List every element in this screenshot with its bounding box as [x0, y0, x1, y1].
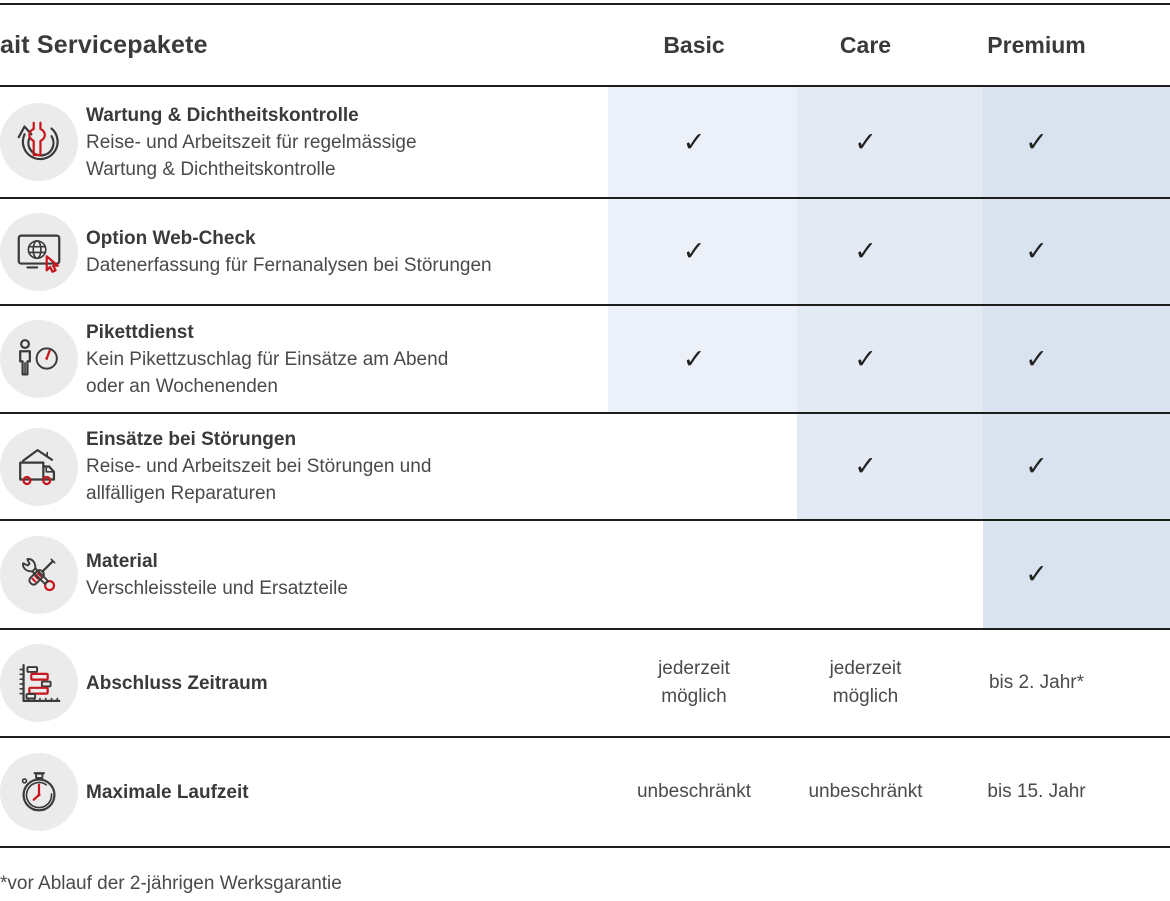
cell-premium: bis 2. Jahr*: [988, 672, 1085, 693]
cell-care: jederzeit möglich: [829, 658, 902, 707]
row-title: Material: [86, 550, 158, 572]
cell-care: ✓: [854, 126, 877, 157]
cell-care: unbeschränkt: [808, 781, 923, 802]
gantt-chart-icon: [0, 644, 78, 722]
row-title: Pikettdienst: [86, 321, 194, 343]
tools-icon: [0, 536, 78, 614]
cell-care: [780, 521, 951, 628]
row-title: Einsätze bei Störungen: [86, 429, 297, 450]
maintenance-rotation-icon: [0, 103, 78, 181]
row-description: Verschleissteile und Ersatzteile: [86, 577, 348, 599]
cell-basic: ✓: [682, 236, 706, 266]
table-row: [0, 630, 1170, 738]
row-title: Option Web-Check: [86, 227, 256, 249]
cell-basic: [608, 414, 780, 519]
cell-basic: ✓: [682, 343, 706, 374]
column-header-basic: Basic: [663, 31, 725, 58]
row-description: Datenerfassung für Fernanalysen bei Störungen: [86, 254, 492, 276]
on-call-person-clock-icon: [0, 320, 78, 398]
service-van-icon: [0, 428, 78, 506]
row-description: Kein Pikettzuschlag für Einsätze am Abend oder an Wochenenden: [86, 348, 449, 397]
table-row: [0, 738, 1170, 848]
table-row: [0, 306, 1170, 414]
row-description: Reise- und Arbeitszeit für regelmässige Wartung & Dichtheitskontrolle: [86, 131, 417, 180]
column-header-care: Care: [839, 31, 892, 58]
table-header-row: [0, 5, 1170, 87]
footnote: *vor Ablauf der 2-jährigen Werksgarantie: [0, 873, 342, 894]
column-header-premium: Premium: [987, 31, 1086, 58]
cell-care: ✓: [854, 343, 877, 374]
cell-premium: bis 15. Jahr: [987, 781, 1086, 802]
cell-basic: jederzeit möglich: [658, 658, 730, 707]
cell-care: ✓: [854, 236, 877, 266]
cell-basic: unbeschränkt: [636, 781, 752, 802]
cell-premium: ✓: [1025, 559, 1048, 589]
page-title: ait Servicepakete: [0, 30, 208, 59]
cell-premium: ✓: [1025, 126, 1048, 157]
table-row: [0, 199, 1170, 306]
web-check-monitor-icon: [0, 213, 78, 291]
cell-premium: ✓: [1025, 343, 1048, 374]
row-title: Maximale Laufzeit: [86, 781, 249, 803]
stopwatch-icon: [0, 753, 78, 831]
comparison-table: [0, 3, 1170, 848]
cell-premium: ✓: [1025, 451, 1048, 481]
cell-premium: ✓: [1025, 236, 1048, 266]
row-title: Wartung & Dichtheitskontrolle: [86, 104, 359, 126]
table-row: [0, 87, 1170, 199]
table-row: [0, 414, 1170, 521]
table-row: [0, 521, 1170, 630]
cell-basic: ✓: [682, 126, 706, 157]
cell-care: ✓: [854, 451, 877, 481]
row-description: Reise- und Arbeitszeit bei Störungen und allfälligen Reparaturen: [86, 456, 432, 504]
cell-basic: [608, 521, 780, 628]
row-title: Abschluss Zeitraum: [86, 672, 268, 694]
